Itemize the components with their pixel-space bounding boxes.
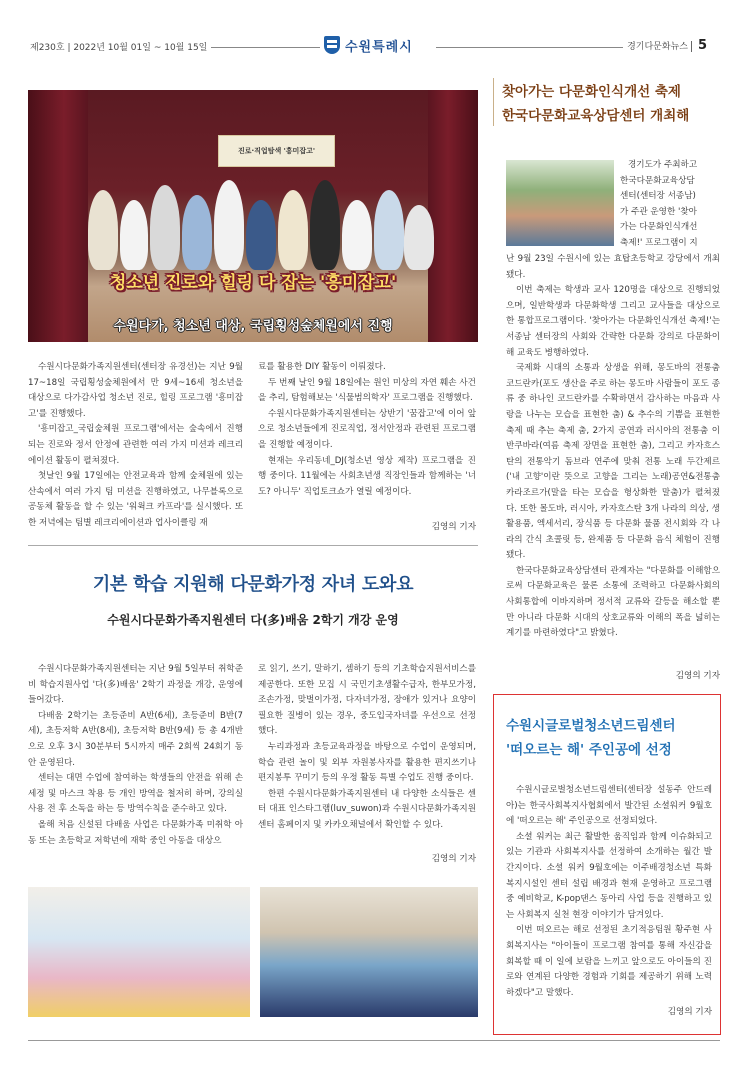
article3-intro (620, 158, 720, 252)
paragraph: 국제화 시대의 소통과 상생을 위해, 몽도바의 전통춤 코드란카(포도 생산을 주로 하는 몽도바 사람들이 포도 종류 중 하나인 코드란카를 수확하면서 감사하는 마음과 사랑을 나누는 모습을 표현한 춤) & 추수의 기쁨을 표현한 축제 때 추는 축제 춤, 2가지 공연과 러시아의 전통춤 이반쿠바라(여름 축제 장면을 표현한 춤), 그리고 카자흐스탄의 전통악기 돔브라 연주에 맞춰 전통 노래 두간제르('내 고향'이란 뜻으로 고향을 그리는 노래)공연&전통춤 카라조르가(말을 타는 모습을 형상화한 말춤)가 펼쳐졌다. 또한 몰도바, 러시아, 카자흐스탄 3개 나라의 의상, 생활용품, 엑세서리, 장식품 등 다문화 물품 전시회와 각 나라의 간식 초콜릿 등, 완제품 등 다문화 음식 체험이 진행됐다. (506, 363, 720, 561)
article3-headline (502, 80, 728, 128)
intro-line: 가 주관 운영한 '찾아 (620, 206, 697, 217)
paragraph: 소셜 워커는 최근 활발한 움직임과 함께 이슈화되고 있는 기관과 사회복지사를 선정하여 소개하는 월간 발간지이다. 소셜 워커 9월호에는 이주배경청소년 특화 복지시설인 센터 설립 배경과 현재 운영하고 프로그램 중 예비학교, K-pop댄스 동아리 사업 등을 진행하고 있는 사회복지 실천 현장 이야기가 담겨있다. (506, 831, 712, 920)
article4-byline: 김영의 기자 (667, 1007, 712, 1017)
article4-headline-line2: '떠오르는 해' 주인공에 선정 (506, 742, 672, 758)
article3-body (506, 252, 720, 642)
article2-byline: 김영의 기자 (431, 854, 476, 864)
article2-photo-left (28, 887, 250, 1017)
paragraph: 난 9월 23일 수원시에 있는 효탑초등학교 강당에서 개최됐다. (506, 254, 720, 280)
brand-name: 수원특례시 (345, 39, 413, 55)
header-rule-right (436, 47, 636, 48)
issue-number: 제230호 (30, 43, 65, 53)
issue-date: 제230호 | 2022년 10월 01일 ~ 10월 15일 (30, 40, 211, 53)
article1-column2 (258, 360, 476, 500)
intro-line: 한국다문화교육상담 (620, 175, 695, 186)
intro-line: 경기도가 주최하고 (628, 160, 698, 170)
paragraph: 이번 떠오르는 해로 선정된 초기적응팀원 황주현 사회복지사는 "아이들이 프로그램 참여를 통해 자신감을 회복할 때 이 일에 보람을 느끼고 앞으로도 아이들의 진로와 연계된 다양한 경험과 기회를 제공하기 위해 노력하겠다"고 말했다. (506, 925, 712, 998)
paragraph: 현재는 우리동네_DJ(청소년 영상 제작) 프로그램을 진행 중이다. 11월에는 사회초년생 직장인들과 함께하는 '너도? 아니두' 직업토크쇼가 열릴 예정이다. (258, 455, 476, 497)
article4-headline-line1: 수원시글로벌청소년드림센터 (506, 718, 676, 734)
intro-line: 센터(센터장 서종남) (620, 191, 696, 202)
section-name: 경기다문화뉴스 (627, 42, 688, 52)
paragraph: '흥미잡고_국립숲체원 프로그램'에서는 숲속에서 진행되는 진로와 정서 안정에 관련한 여러 가지 미션과 레크리에이션 활동이 펼쳐졌다. (28, 424, 243, 466)
paragraph: 로 읽기, 쓰기, 말하기, 셈하기 등의 기초학습지원서비스를 제공한다. 또한 모집 시 국민기초생활수급자, 한부모가정, 조손가정, 맞벌이가정, 다자녀가정, 장애가 있거나 요양이 필요한 질병이 있는 경우, 중도입국자녀를 우선으로 선정했다. (258, 664, 476, 737)
paragraph: 두 번째 날인 9월 18일에는 원인 미상의 자연 훼손 사건을 추리, 탐험해보는 '식물범의학자' 프로그램을 진행했다. (258, 377, 476, 404)
article1-photo-headline: 청소년 진로와 힐링 다 잡는 '흥미잡고' (109, 273, 397, 293)
article3-byline: 김영의 기자 (675, 671, 720, 681)
article3-photo (506, 160, 614, 246)
article1-photo-subheadline: 수원다가, 청소년 대상, 국립횡성숲체원에서 진행 (113, 319, 393, 334)
article2-column2 (258, 662, 476, 834)
paragraph: 누리과정과 초등교육과정을 바탕으로 수업이 운영되며, 학습 관련 놀이 및 외부 자원봉사자를 활용한 편지쓰기나 편지봉투 꾸미기 등의 우정 활동 특별 수업도 진행 중이다. (258, 741, 476, 784)
article2-photo-right (260, 887, 478, 1017)
paragraph: 수원시글로벌청소년드림센터(센터장 설동주 안드레아)는 한국사회복지사협회에서 발간된 소셜워커 9월호에 '떠오르는 해' 주인공으로 선정되었다. (506, 785, 712, 827)
article4-body (506, 783, 712, 1001)
paragraph: 첫날인 9월 17일에는 안전교육과 함께 숲체원에 있는 산속에서 여러 가지 팀 미션을 진행하였고, 나무블록으로 공동체 활동을 할 수 있는 '워윅크 카프라'를 실시했다. 또한 저녁에는 팀별 레크리에이션과 업사이클링 재 (28, 471, 243, 528)
paragraph: 이번 축제는 학생과 교사 120명을 대상으로 진행되었으며, 일반학생과 다문화학생 그리고 교사들을 대상으로 한 통합프로그램이다. '찾아가는 다문화인식개선 축제!'는 서종남 센터장의 사회와 간략한 다문화 강의로 다문화이해 교육도 병행하였다. (506, 285, 720, 358)
intro-line: 가는 다문화인식개선 (620, 222, 698, 233)
section-page (623, 38, 707, 53)
right-title-rule (493, 78, 494, 126)
paragraph: 수원시다문화가족지원센터는 상반기 '꿈잡고'에 이어 앞으로 청소년들에게 진로직업, 정서안정과 관련된 프로그램을 진행할 예정이다. (258, 408, 476, 450)
article2-column1 (28, 662, 243, 849)
article4-headline (506, 714, 712, 762)
article1-column1 (28, 360, 243, 532)
paragraph: 료를 활용한 DIY 활동이 이뤄졌다. (258, 362, 386, 372)
page-number: 5 (697, 38, 707, 53)
article2-headline: 기본 학습 지원해 다문화가정 자녀 도와요 (92, 574, 414, 595)
paragraph: 센터는 대면 수업에 참여하는 학생들의 안전을 위해 손 세정 및 마스크 착용 등 개인 방역을 철저히 하며, 강의실 사용 전 후 소독을 하는 등 방역수칙을 준수하고 있다. (28, 773, 243, 815)
article1-photo (28, 90, 478, 342)
event-banner: 진로·직업탐색 '흥미잡고' (218, 135, 335, 167)
paragraph: 한국다문화교육상담센터 관계자는 "다문화를 이해함으로써 다문화교육은 물론 소통에 조력하고 다문화사회의 사회통합에 이바지하며 정서적 교류와 갈등을 해소할 뿐만 아니라 다문화 시대의 상호교류와 이해의 폭을 넓히는 계기를 마련하였다"고 밝혔다. (506, 565, 720, 639)
paragraph: 수원시다문화가족지원센터는 지난 9월 5일부터 취학준비 학습지원사업 '다(多)배움' 2학기 과정을 개강, 운영에 들어갔다. (28, 664, 243, 706)
paragraph: 수원시다문화가족지원센터(센터장 유경선)는 지난 9월 17~18일 국립횡성숲체원에서 만 9세~16세 청소년을 대상으로 다가감사업 청소년 진로, 힐링 프로그램 '흥미잡고'를 진행했다. (28, 362, 243, 419)
issue-dates: 2022년 10월 01일 ~ 10월 15일 (73, 43, 208, 53)
paragraph: 올해 처음 신설된 다배움 사업은 다문화가족 미취학 아동 또는 초등학교 저학년에 재학 중인 아동을 대상으 (28, 819, 243, 846)
header-divider (691, 41, 692, 52)
suwon-emblem-icon (324, 36, 340, 54)
intro-line: 축제!' 프로그램이 지 (620, 237, 698, 248)
article3-headline-line2: 한국다문화교육상담센터 개최해 (502, 108, 690, 124)
article-divider (28, 545, 478, 546)
page-bottom-rule (28, 1040, 720, 1041)
paragraph: 한편 수원시다문화가족지원센터 내 다양한 소식들은 센터 대표 인스타그램(luv_suwon)과 수원시다문화가족지원센터 홈페이지 및 카카오채널에서 확인할 수 있다. (258, 788, 476, 830)
article3-headline-line1: 찾아가는 다문화인식개선 축제 (502, 84, 681, 100)
article1-byline: 김영의 기자 (431, 522, 476, 532)
article2-subheadline: 수원시다문화가족지원센터 다(多)배움 2학기 개강 운영 (107, 613, 399, 627)
brand-logo (324, 34, 432, 56)
paragraph: 다배움 2학기는 초등준비 A반(6세), 초등준비 B반(7세), 초등저학 A반(8세), 초등저학 B반(9세) 등 총 4개반으로 오후 3시 30분부터 5시까지 매주 2회씩 24회기 동안 운영된다. (28, 710, 243, 768)
